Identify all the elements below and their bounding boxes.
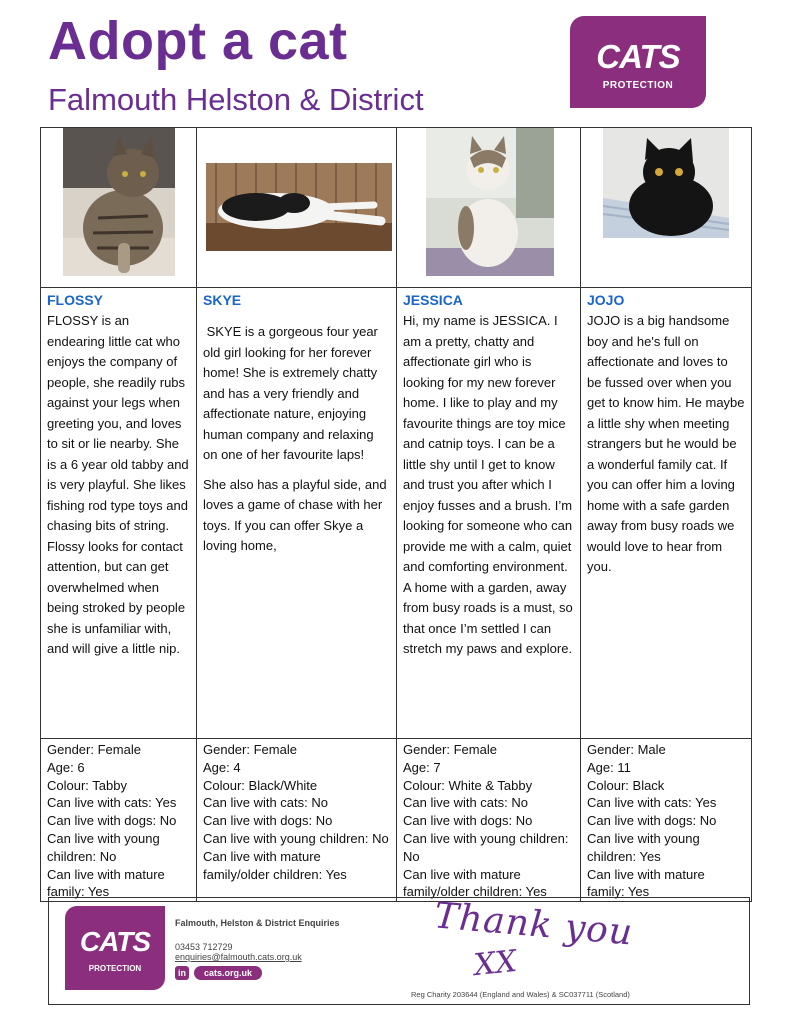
photo-cell-skye <box>197 128 397 288</box>
cat-photo-jojo <box>603 128 729 238</box>
live-with-mature-family: Can live with mature family: Yes <box>47 866 165 900</box>
live-with-cats: Can live with cats: No <box>203 795 328 811</box>
live-with-mature-family: Can live with mature family: Yes <box>587 866 705 900</box>
social-row <box>175 966 262 980</box>
photo-cell-jojo <box>581 128 752 288</box>
live-with-cats: Can live with cats: Yes <box>587 795 717 811</box>
info-row <box>41 739 752 902</box>
page-title: Adopt a cat <box>48 11 348 71</box>
cat-info-jessica <box>397 739 581 902</box>
footer-banner <box>48 897 750 1005</box>
cat-name: FLOSSY <box>47 292 104 308</box>
age: Age: 11 <box>587 759 631 775</box>
cat-name: JESSICA <box>403 292 463 308</box>
logo-sub: PROTECTION <box>602 80 674 91</box>
cat-info-jojo <box>581 739 752 902</box>
linkedin-icon[interactable]: in <box>175 966 189 980</box>
cat-card-skye <box>197 288 397 739</box>
gender: Gender: Male <box>587 742 666 757</box>
live-with-dogs: Can live with dogs: No <box>203 813 333 829</box>
enquiries-title: Falmouth, Helston & District Enquiries <box>175 918 340 928</box>
cat-description: FLOSSY is an endearing little cat who enjoys the company of people, she readily rubs against your legs when greeting you, and loves to sit or lie nearby. She is a 6 year old tabby and is very playful. She likes fishing rod type toys and chasing bits of string. Flossy looks for contact attention, but can get overwhelmed when being stroked by people she is unfamiliar with, and will give a little nip. <box>47 313 189 656</box>
live-with-mature-family: Can live with mature family/older children: Yes <box>403 866 547 900</box>
age: Age: 6 <box>47 759 85 775</box>
live-with-cats: Can live with cats: Yes <box>47 795 177 811</box>
live-with-mature-family: Can live with mature family/older children: Yes <box>203 848 347 882</box>
enquiries-phone: 03453 712729 <box>175 942 233 952</box>
gender: Gender: Female <box>203 742 297 757</box>
live-with-young-children: Can live with young children: No <box>403 830 569 864</box>
colour: Colour: Black <box>587 777 665 793</box>
live-with-young-children: Can live with young children: No <box>47 830 160 864</box>
cat-info-skye <box>197 739 397 902</box>
page-subtitle: Falmouth Helston & District <box>48 82 424 117</box>
cat-photo-skye <box>206 163 392 251</box>
live-with-cats: Can live with cats: No <box>403 795 528 811</box>
photo-row <box>41 128 752 288</box>
footer-logo <box>65 906 165 990</box>
gender: Gender: Female <box>403 742 497 757</box>
logo-sub: PROTECTION <box>88 964 142 973</box>
live-with-dogs: Can live with dogs: No <box>47 813 177 829</box>
cat-description: SKYE is a gorgeous four year old girl looking for her forever home! She is extremely chatty and has a very friendly and affectionate nature, enjoying human company and relaxing on one of her favourite laps! <box>203 324 382 462</box>
website-link[interactable]: cats.org.uk <box>194 966 262 980</box>
thank-you-text: Thank you <box>432 895 635 954</box>
logo-word: CATS <box>79 926 151 957</box>
cat-card-jojo <box>581 288 752 739</box>
charity-number: Reg Charity 203644 (England and Wales) & SC037711 (Scotland) <box>411 990 630 999</box>
cat-description-2: She also has a playful side, and loves a game of chase with her toys. If you can offer Skye a loving home, <box>203 476 387 553</box>
cats-table <box>40 127 752 902</box>
gender: Gender: Female <box>47 742 141 757</box>
colour: Colour: Black/White <box>203 777 318 793</box>
cat-photo-flossy <box>63 128 175 276</box>
cat-name: SKYE <box>203 292 242 308</box>
age: Age: 7 <box>403 759 441 775</box>
live-with-young-children: Can live with young children: No <box>203 830 389 846</box>
colour: Colour: White & Tabby <box>403 777 533 793</box>
colour: Colour: Tabby <box>47 777 127 793</box>
cat-name: JOJO <box>587 292 625 308</box>
description-row <box>41 288 752 739</box>
photo-cell-flossy <box>41 128 197 288</box>
cat-description: JOJO is a big handsome boy and he's full on affectionate and loves to be fussed over when you get to know him. He maybe a little shy when meeting strangers but he would be a wonderful family cat. If you can offer him a loving home with a safe garden away from busy roads we would love to hear from you. <box>587 313 745 574</box>
age: Age: 4 <box>203 759 241 775</box>
cat-card-jessica <box>397 288 581 739</box>
logo-word: CATS <box>596 38 680 75</box>
live-with-young-children: Can live with young children: Yes <box>587 830 700 864</box>
enquiries-email-link[interactable]: enquiries@falmouth.cats.org.uk <box>175 952 302 962</box>
photo-cell-jessica <box>397 128 581 288</box>
cats-protection-logo <box>570 16 706 108</box>
live-with-dogs: Can live with dogs: No <box>587 813 717 829</box>
cat-info-flossy <box>41 739 197 902</box>
kisses-text: XX <box>472 943 519 984</box>
cat-card-flossy <box>41 288 197 739</box>
cat-photo-jessica <box>426 128 554 276</box>
cat-description: Hi, my name is JESSICA. I am a pretty, chatty and affectionate girl who is looking for my new forever home. I like to play and my favourite things are toy mice and catnip toys. I can be a little shy until I get to know and trust you after which I enjoy fusses and a brush. I’m looking for someone who can provide me with a calm, quiet and comforting environment. A home with a garden, away from busy roads is a must, so that once I’m settled I can stretch my paws and explore. <box>403 313 573 656</box>
live-with-dogs: Can live with dogs: No <box>403 813 533 829</box>
